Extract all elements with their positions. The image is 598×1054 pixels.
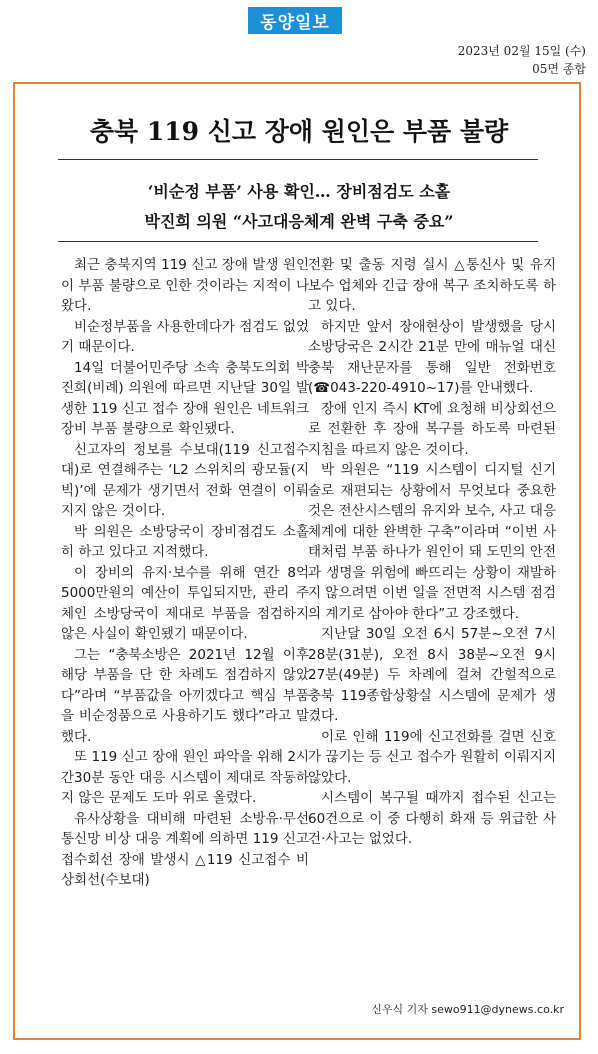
body-paragraph: 박 의원은 소방당국이 장비점검도 소홀히 하고 있다고 지적했다. (61, 523, 309, 560)
body-paragraph: 유사상황을 대비해 마련된 소방유·무선통신망 비상 대응 계획에 의하면 119 신고 접수회선 장애 발생시 △119 신고접수 비상회선(수보대) (61, 810, 309, 888)
subheadline-divider (58, 241, 538, 242)
article-body-right-column (308, 255, 556, 850)
body-paragraph: 최근 충북지역 119 신고 장애 발생 원인이 부품 불량으로 인한 것이라는 지적이 나왔다. (61, 257, 309, 314)
body-paragraph: 지난달 30일 오전 6시 57분~오전 7시 28분(31분), 오전 8시 38분~오전 9시 27분(49분) 두 차례에 걸쳐 간헐적으로 충북 119종합상황실 시스템에 문제가 생겼다. (308, 626, 556, 724)
article-body-left-column (61, 255, 309, 891)
reporter-byline: 신우식 기자 sewo911@dynews.co.kr (371, 1003, 564, 1016)
newspaper-logo: 동양일보 (248, 7, 342, 34)
headline-divider (58, 159, 538, 160)
body-paragraph: 전환 및 출동 지령 실시 △통신사 및 유지보수 업체와 긴급 장애 복구 조치하도록 하고 있다. (308, 257, 556, 314)
publication-date: 2023년 02월 15일 (수) (457, 44, 586, 58)
body-paragraph: 시스템이 복구될 때까지 접수된 신고는 60건으로 이 중 다행히 화재 등 위급한 사건·사고는 없었다. (308, 790, 556, 847)
body-paragraph: 이 장비의 유지·보수를 위해 연간 8억5000만원의 예산이 투입되지만, 관리 주체인 소방당국이 제대로 부품을 점검하지 않은 사실이 확인됐기 때문이다. (61, 564, 309, 642)
body-paragraph: 장애 인지 즉시 KT에 요청해 비상회선으로 전환한 후 장애 복구를 하도록 마련된 지침을 따르지 않은 것이다. (308, 400, 556, 458)
body-paragraph: 그는 “충북소방은 2021년 12월 이후 해당 부품을 단 한 차례도 점검하지 않았다”라며 “부품값을 아끼겠다고 핵심 부품을 비순정품으로 사용하기도 했다”라고 말했다. (61, 646, 309, 745)
body-paragraph: 또 119 신고 장애 원인 파악을 위해 2시간30분 동안 대응 시스템이 제대로 작동하지 않은 문제도 도마 위로 올렸다. (61, 749, 309, 806)
body-paragraph: 비순정부품을 사용한데다가 점검도 없었기 때문이다. (61, 318, 309, 355)
article-subheadline-1: ‘비순정 부품’ 사용 확인… 장비점검도 소홀 (147, 182, 451, 201)
article-headline: 충북 119 신고 장애 원인은 부품 불량 (89, 117, 509, 146)
body-paragraph: 14일 더불어민주당 소속 충북도의회 박진희(비례) 의원에 따르면 지난달 30일 발생한 119 신고 접수 장애 원인은 네트워크 장비 부품 불량으로 확인됐다. (61, 359, 309, 437)
page-section: 05면 종합 (532, 62, 586, 76)
body-paragraph: 이로 인해 119에 신고전화를 걸면 신호가 끊기는 등 신고 접수가 원활히 이뤄지지 않았다. (308, 728, 556, 786)
body-paragraph: 신고자의 정보를 수보대(119 신고접수대)로 연결해주는 ‘L2 스위치의 광모듈(지빅)’에 문제가 생기면서 전화 연결이 이뤄지지 않은 것이다. (61, 441, 309, 519)
body-paragraph: 하지만 앞서 장애현상이 발생했을 당시 소방당국은 2시간 21분 만에 매뉴얼 대신 충북 재난문자를 통해 일반 전화번호(☎043-220-4910~17)를 안내했다. (308, 318, 556, 396)
body-paragraph: 박 의원은 “119 시스템이 디지털 신기술로 재편되는 상황에서 무엇보다 중요한 것은 전산시스템의 유지와 보수, 사고 대응 체계에 대한 완벽한 구축”이라며 “이번 사태처럼 부품 하나가 원인이 돼 도민의 안전과 생명을 위험에 빠뜨리는 상황이 재발하지 않으려면 이번 일을 전면적 시스템 점검의 계기로 삼아야 한다”고 강조했다. (308, 462, 556, 622)
publication-meta (458, 42, 586, 78)
article-subheadline-2: 박진희 의원 “사고대응체계 완벽 구축 중요” (144, 212, 454, 231)
